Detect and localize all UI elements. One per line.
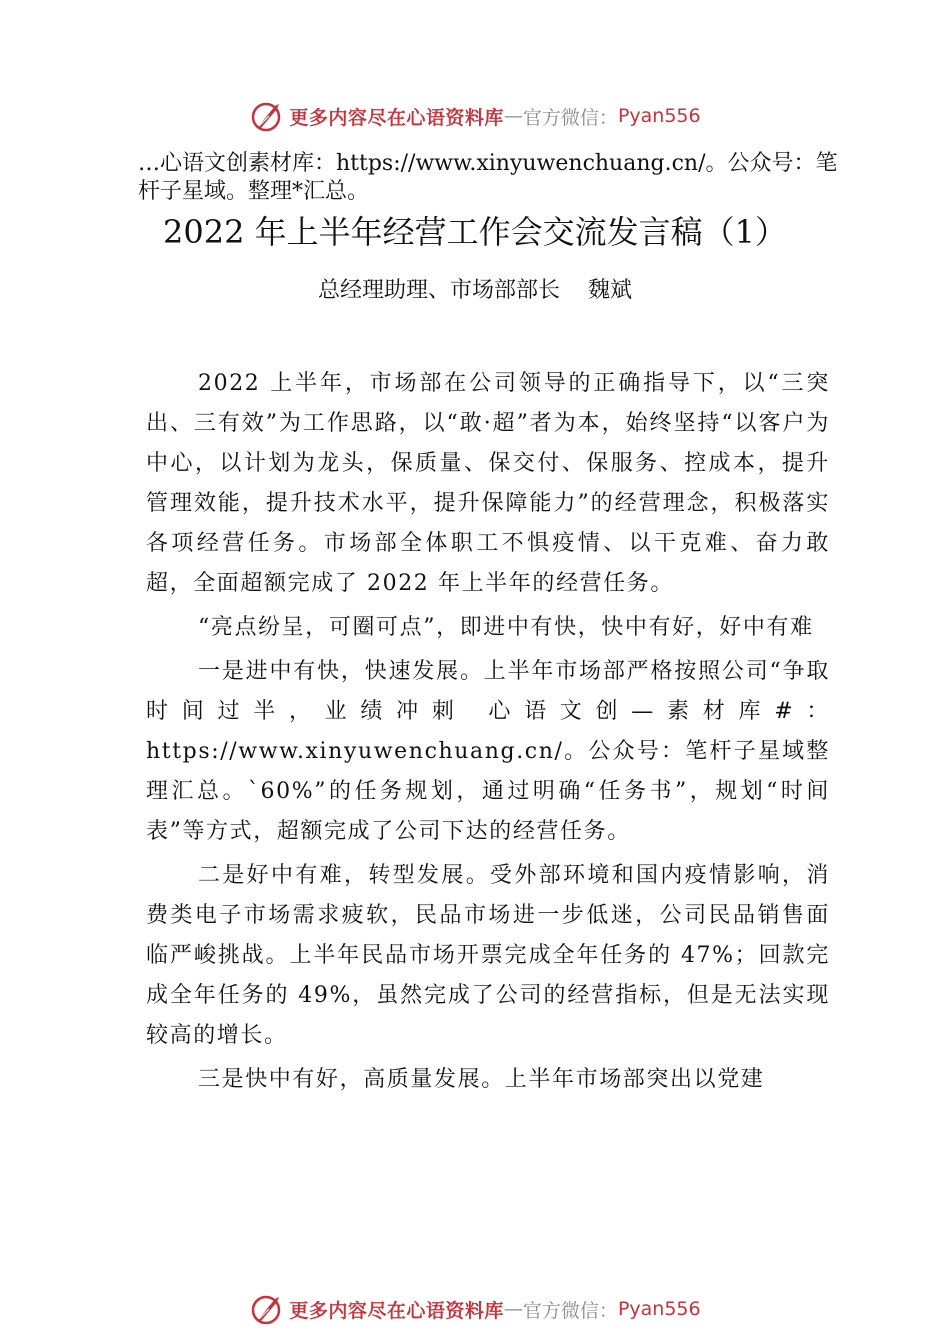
header-note: …心语文创素材库：https://www.xinyuwenchuang.cn/。公众号：笔杆子星域。整理*汇总。 <box>138 151 838 204</box>
paragraph: “亮点纷呈，可圈可点”，即进中有快，快中有好，好中有难 <box>198 615 814 640</box>
paragraph: 2022 上半年，市场部在公司领导的正确指导下，以“三突出、三有效”为工作思路，以“敢·超”者为本，始终坚持“以客户为中心，以计划为龙头，保质量、保交付、保服务、控成本，提升管理效能，提升技术水平，提升保障能力”的经营理念，积极落实各项经营任务。市场部全体职工不惧疫情、以干克难、奋力敢超，全面超额完成了 2022 年上半年的经营任务。 <box>146 371 830 596</box>
banner-red-text: 更多内容尽在心语资料库 <box>289 1299 504 1322</box>
banner-dash: — <box>503 1298 523 1320</box>
banner-label: 官方微信： <box>522 106 618 129</box>
banner-red-text: 更多内容尽在心语资料库 <box>289 106 504 129</box>
author-name: 魏斌 <box>588 278 633 303</box>
header-banner <box>0 94 950 138</box>
document-body <box>146 364 830 1104</box>
paragraph: 一是进中有快，快速发展。上半年市场部严格按照公司“争取时间过半，业绩冲刺 心语文创—素材库#：https://www.xinyuwenchuang.cn/。公众号：笔杆子星域整理汇总。`60%”的任务规划，通过明确“任务书”，规划“时间表”等方式，超额完成了公司下达的经营任务。 <box>146 659 830 844</box>
author-position: 总经理助理、市场部部长 <box>317 278 560 303</box>
banner-wechat-id: Pyan556 <box>617 1298 701 1320</box>
paragraph: 三是快中有好，高质量发展。上半年市场部突出以党建 <box>198 1067 765 1092</box>
footer-banner <box>0 1287 950 1331</box>
paragraph: 二是好中有难，转型发展。受外部环境和国内疫情影响，消费类电子市场需求疲软，民品市场进一步低迷，公司民品销售面临严峻挑战。上半年民品市场开票完成全年任务的 47%；回款完成全年任务的 49%，虽然完成了公司的经营指标，但是无法实现较高的增长。 <box>146 863 830 1048</box>
banner-dash: — <box>503 105 523 127</box>
quill-logo-icon <box>249 98 285 134</box>
banner-wechat-id: Pyan556 <box>617 105 701 127</box>
quill-logo-icon <box>249 1291 285 1327</box>
banner-label: 官方微信： <box>522 1299 618 1322</box>
document-title: 2022 年上半年经营工作会交流发言稿（1） <box>163 213 787 251</box>
author-line <box>0 273 950 309</box>
